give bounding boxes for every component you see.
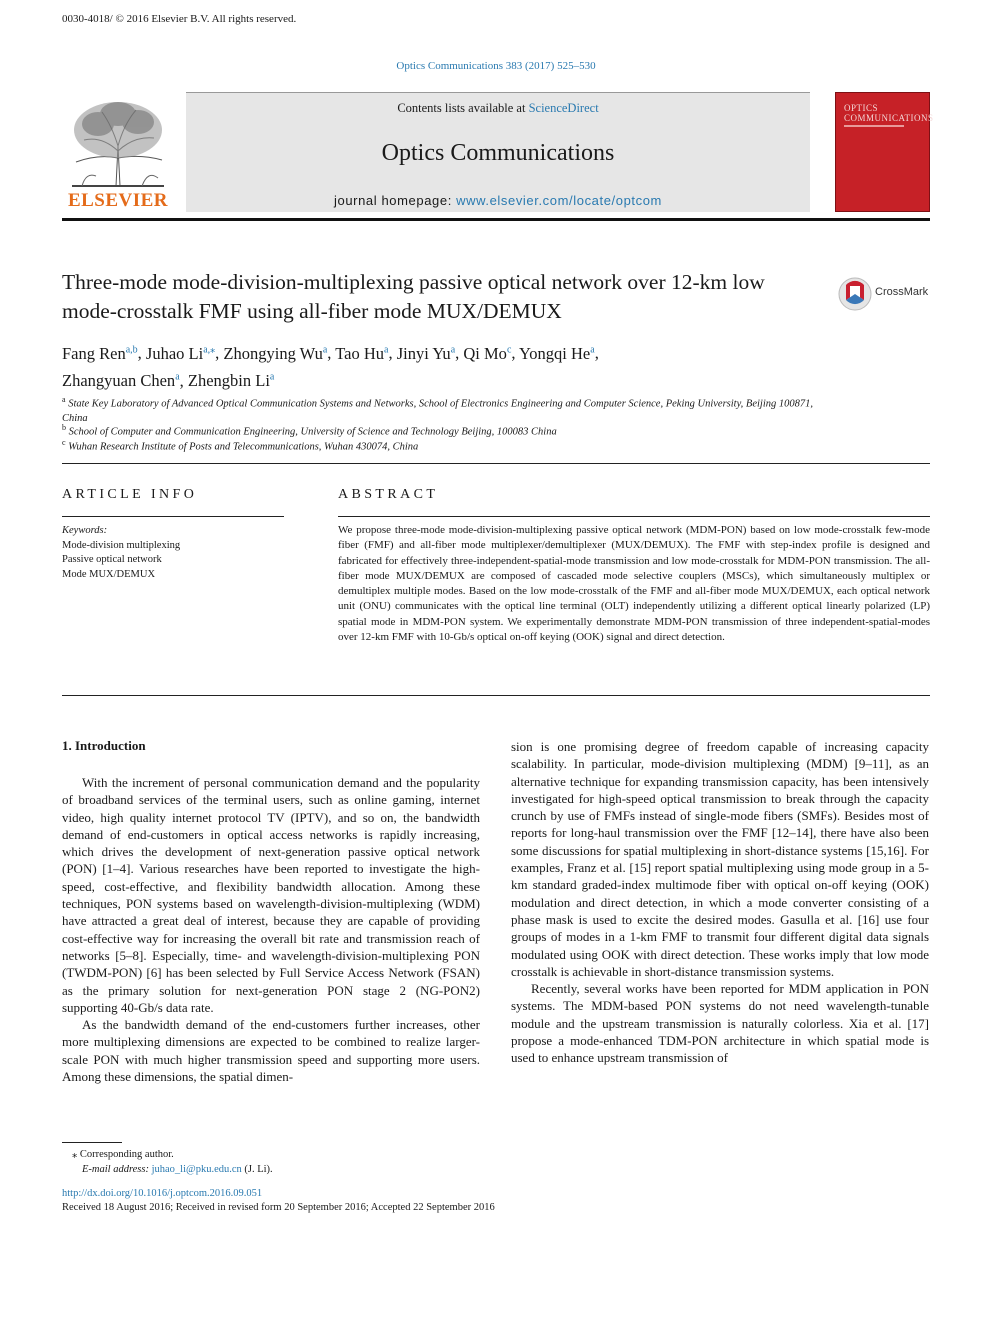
author-affiliation-mark[interactable]: a [590, 344, 595, 355]
author-name: Zhangyuan Chen [62, 371, 176, 390]
affiliation-c [62, 436, 822, 455]
keywords-label: Keywords: [62, 525, 108, 536]
affiliation-mark: b [62, 423, 66, 432]
author-affiliation-mark[interactable]: a [322, 344, 328, 355]
contents-prefix: Contents lists available at [397, 101, 529, 115]
cover-bar [844, 125, 904, 127]
homepage-link[interactable]: www.elsevier.com/locate/optcom [456, 193, 662, 208]
elsevier-wordmark: ELSEVIER [67, 190, 169, 211]
abstract-heading: ABSTRACT [338, 487, 439, 502]
abstract-rule [338, 516, 930, 517]
author [519, 344, 595, 363]
affiliation-text: State Key Laboratory of Advanced Optical Communication Systems and Networks, School of Electronics Engineering and Computer Science, Peking University, Beijing 100871, China [62, 398, 813, 424]
corresponding-text: Corresponding author. [79, 1149, 174, 1160]
sciencedirect-link[interactable]: ScienceDirect [528, 101, 599, 115]
affiliation-rule [62, 463, 930, 464]
author [188, 371, 274, 390]
email-link[interactable]: juhao_li@pku.edu.cn [151, 1164, 242, 1175]
author [463, 344, 511, 363]
author [335, 344, 388, 363]
article-info-heading: ARTICLE INFO [62, 487, 198, 502]
author-affiliation-mark[interactable]: c [506, 344, 512, 355]
author-affiliation-mark[interactable]: a [450, 344, 456, 355]
abstract-bottom-rule [62, 695, 930, 696]
header-rule [62, 218, 930, 221]
journal-name: Optics Communications [381, 140, 615, 166]
author-name: Qi Mo [463, 343, 507, 363]
masthead-top-rule [186, 92, 810, 93]
paragraph: Recently, several works have been reported for MDM application in PON systems. The MDM-based PON systems do not need wavelength-tunable module and the upstream transmission is naturally colorless. Xia et al. [17] propose a mode-enhanced TDM-PON architecture in which spatial mode is used to enhance upstream transmission of [511, 981, 929, 1066]
crossmark-icon [837, 276, 873, 312]
contents-available-line [186, 101, 810, 116]
email-label: E-mail address: [82, 1164, 152, 1175]
author-name: Jinyi Yu [396, 343, 451, 363]
body-right-column [511, 738, 929, 1067]
author-name: Tao Hu [335, 343, 385, 363]
journal-reference-link[interactable]: Optics Communications 383 (2017) 525–530 [396, 60, 596, 72]
article-title: Three-mode mode-division-multiplexing passive optical network over 12-km low mode-crosstalk FMF using all-fiber mode MUX/DEMUX [62, 270, 765, 323]
footnote-rule [62, 1142, 122, 1143]
issn-copyright: 0030-4018/ © 2016 Elsevier B.V. All rights reserved. [62, 13, 297, 25]
author [146, 344, 215, 363]
author-affiliation-mark[interactable]: a,⁎ [203, 344, 216, 355]
paragraph: sion is one promising degree of freedom capable of increasing capacity scalability. In particular, mode-division multiplexing (MDM) [9–11], as an alternative technique for expanding transmission capacity, has been intensively investigated for high-speed optical transmission to break through the capacity crunch by use of FMFs instead of single-mode fibers (SMFs). Besides most of reports for long-haul transmission over the FMF [12–14], there have also been some discussions for spatial multiplexing in short-distance systems [15,16]. For examples, Franz et al. [15] report spatial multiplexing using mode group in a 5-km standard graded-index multimode fiber with optical on-off keying (OOK) modulation and direct detection, in which a mode converter consisting of a phase mask is used to excite the desired modes. Gasulla et al. [16] use four groups of modes in a 1-km FMF to transmit four different digital data signals modulated using OOK with direct detection. These works imply that low mode crosstalk is achievable in short-distance transmission systems. [511, 739, 929, 979]
email-suffix: (J. Li). [241, 1164, 273, 1175]
journal-cover-image [835, 92, 934, 212]
author-list: Fang Ren$^{a,b}$, Juhao $Li^{a,⁎}$, Zhongying Wu$^a$, Tao Hu$^a$, Jinyi Yu$^a$, Qi Mo$^c$, Yongqi He$^a$, Zhangyuan Chen$^a$, Zhengbin Li$^a$ [62, 343, 599, 390]
author-name: Zhengbin Li [187, 371, 270, 390]
homepage-prefix: journal homepage: [334, 193, 457, 208]
author-name: Yongqi He [519, 343, 591, 363]
author-name: Juhao Li [145, 343, 204, 363]
keyword: Passive optical network [62, 554, 162, 565]
author-affiliation-mark[interactable]: a [269, 371, 275, 383]
affiliation-mark: c [62, 438, 66, 447]
corresponding-mark: ⁎ [72, 1149, 78, 1160]
keyword: Mode-division multiplexing [62, 539, 181, 551]
author-affiliation-mark[interactable]: a,b [125, 344, 138, 355]
crossmark-label: CrossMark [875, 286, 929, 298]
author [62, 371, 180, 390]
author-affiliation-mark[interactable]: a [384, 344, 389, 355]
author [223, 344, 327, 363]
author [397, 344, 455, 363]
received-dates: Received 18 August 2016; Received in revised form 20 September 2016; Accepted 22 September 2016 [62, 1202, 495, 1213]
paragraph: As the bandwidth demand of the end-customers further increases, other more multiplexing dimensions are expected to be combined to realize larger-scale PON with much higher transmission speed and supporting more users. Among these dimensions, the spatial dimen- [62, 1017, 480, 1085]
journal-homepage-line [186, 193, 810, 208]
affiliation-text: School of Computer and Communication Engineering, University of Science and Technology Beijing, 100083 China [68, 426, 557, 438]
affiliation-text: Wuhan Research Institute of Posts and Telecommunications, Wuhan 430074, China [68, 441, 419, 453]
author [62, 344, 138, 363]
doi-link[interactable]: http://dx.doi.org/10.1016/j.optcom.2016.09.051 [62, 1188, 263, 1199]
abstract-text: We propose three-mode mode-division-multiplexing passive optical network (MDM-PON) based on low mode-crosstalk few-mode fiber (FMF) and all-fiber mode multiplexer/demultiplexer (MUX/DEMUX). The FMF with step-index profile is designed and fabricated for effectively three-independent-spatial-mode transmission and low mode-crosstalk for MDM-PON transmission. The all-fiber mode MUX/DEMUX are composed of cascaded mode selective couplers (MSCs), which simultaneously multiplex or demultiplex multiple modes. Based on the low mode-crosstalk of the FMF and all-fiber mode MUX/DEMUX, each optical network unit (ONU) communicates with the optical line terminal (OLT) independently utilizing a different optical linearly polarized (LP) spatial mode in MDM-PON system. We experimentally demonstrate MDM-PON transmission of three independent-spatial-modes over 12-km FMF with 10-Gb/s optical on-off keying (OOK) signal and direct detection. [338, 524, 930, 644]
cover-title: OPTICS COMMUNICATIONS [844, 103, 934, 123]
keyword: Mode MUX/DEMUX [62, 568, 156, 580]
footnote [62, 1147, 273, 1177]
section-heading: 1. Introduction [62, 738, 146, 753]
paragraph: With the increment of personal communication demand and the popularity of broadband services of the terminal users, such as online gaming, internet video, high quality internet protocol TV (IPTV), and so on, the bandwidth demand of end-customers in optical access networks is rapidly increasing, which drives the development of next-generation passive optical network (PON) [1–4]. Various researches have been reported to investigate the high-speed, cost-effective, and flexibility bandwidth allocation. Among these techniques, PON systems based on wavelength-division-multiplexing (WDM) have attracted a great deal of interest, because they are capable of providing cost-effective way for increasing the overall bit rate and transmission reach of networks [5–8]. Especially, time- and wavelength-division-multiplexing PON (TWDM-PON) [6] has been selected by Full Service Access Network (FSAN) as the primary solution for next-generation PON stage 2 (NG-PON2) supporting 40-Gb/s data rate. [62, 775, 480, 1015]
author-name: Fang Ren [62, 343, 126, 363]
affiliation-mark: a [62, 395, 66, 404]
keywords-block [62, 524, 284, 582]
author-affiliation-mark[interactable]: a [175, 371, 180, 383]
info-rule [62, 516, 284, 517]
body-left-column [62, 774, 480, 1085]
author-name: Zhongying Wu [223, 343, 323, 363]
